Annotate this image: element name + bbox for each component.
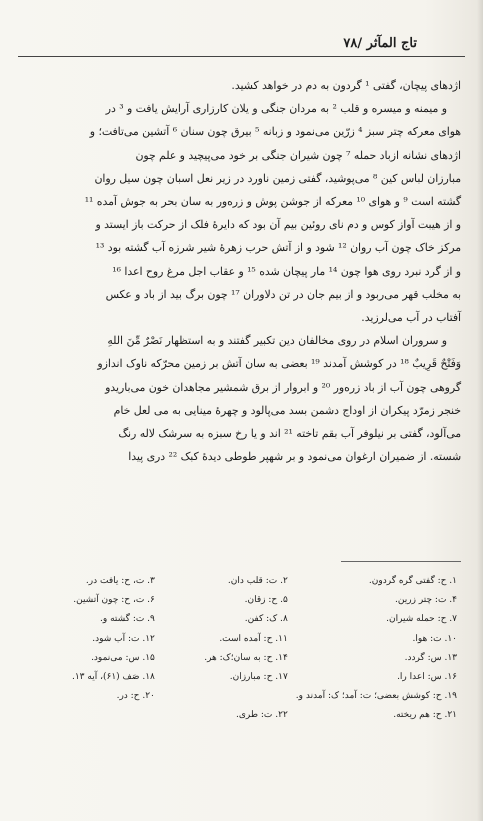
- footnote: ۱۷. ح: مبارزان.: [229, 672, 288, 683]
- page-header: [18, 34, 465, 60]
- text-line: و میمنه و میسره و قلب ² به مردان جنگی و یلان کارزاری آرایش یافت و ³ در: [105, 102, 447, 116]
- footnote: ۲۰. ح: در.: [116, 691, 155, 702]
- footnote: ۹. ت: گشته و.: [100, 614, 155, 625]
- footnote: ۱. ح: گفتی گره گردون.: [368, 576, 457, 586]
- text-line: اژدهای پیچان، گفتی ¹ گردون به دم در خواهد کشید.: [231, 79, 461, 92]
- text-line: هوای معرکه چتر سبز ⁴ زرّین می‌نمود و زبانه ⁵ بیرق چون سنان ⁶ آتشین می‌تافت؛ و: [89, 125, 461, 139]
- text-line: و از گرد نبرد روی هوا چون ¹⁴ مار پیچان شده ¹⁵ و عقاب اجل مرغ روح اعدا ¹⁶: [112, 264, 461, 278]
- footnote: [163, 687, 288, 706]
- footnote: ۲۲. ت: طری.: [235, 710, 288, 721]
- text-line: خنجر زمرّد پیکران از اوداج دشمن بسد می‌پالود و چهرهٔ مینایی به می لعل خام: [113, 403, 461, 417]
- main-text: [22, 74, 461, 468]
- text-line: وَفَتْحٌ قَرِيبٌ ¹⁸ در کوشش آمدند ¹⁹ بعضی به سان آتش بر زمین محرّکه ناوک اندازو: [97, 357, 461, 371]
- footnote: ۶. ت، ح: چون آتشین.: [73, 595, 155, 606]
- footnote: ۱۶. س: اعدا را.: [397, 672, 457, 683]
- text-line: به مخلب قهر می‌ربود و از بیم جان در تن دلاوران ¹⁷ چون برگ بید از باد و عکس: [105, 287, 461, 301]
- footnote: ۴. ت: چتر زرین.: [395, 595, 457, 606]
- footnote: ۱۳. س: گردد.: [404, 652, 457, 663]
- footnote: ۵. ح: زقان.: [244, 595, 288, 606]
- footnote: ۱۹. ح: کوشش بعضی؛ ت: آمد؛ ک: آمدند و.: [295, 691, 457, 702]
- footnote: ۲. ت: قلب دان.: [227, 576, 288, 586]
- header-rule: [18, 56, 465, 57]
- footnote: ۱۰. ت: هوا.: [412, 633, 457, 644]
- text-line: مبارزان لباس کین ⁸ می‌پوشید، گفتی زمین ناورد در زیر نعل اسبان چون سیل روان: [94, 171, 461, 185]
- text-line: شسته. از ضمیران ارغوان می‌نمود و بر شهپر طوطی دیدهٔ کبک ²² دری پیدا: [128, 450, 461, 464]
- footnote: ۳. ت، ح: یافت در.: [85, 576, 155, 586]
- text-line: اژدهای نشانه ازباد حمله ⁷ چون شیران جنگی بر خود می‌پیچید و علم چون: [135, 148, 461, 162]
- footnote: ۱۱. ح: آمده است.: [219, 633, 288, 644]
- page-spine-shadow: [477, 0, 483, 821]
- text-line: و از هیبت آواز کوس و دم نای روئین بیم آن بود که دایرهٔ فلک از حرکت باز ایستد و: [95, 218, 461, 232]
- footnote: ۱۴. ح: به سان؛ک: هر.: [204, 652, 288, 663]
- running-head: تاج المآثر /۷۸: [343, 36, 417, 51]
- text-line: آفتاب در آب می‌لرزید.: [361, 311, 461, 325]
- text-line: گشته است ⁹ و هوای ¹⁰ معرکه از جوشن پوش و زره‌ور به سان بحر به جوش آمده ¹¹: [84, 195, 461, 209]
- footnote: ۱۵. س: می‌نمود.: [91, 652, 155, 663]
- footnote: ۱۸. صَف (۶۱)، آیه ۱۳.: [71, 672, 155, 683]
- footnotes: [30, 572, 457, 726]
- text-line: گروهی چون آب از باد زره‌ور ²⁰ و ابروار از برق شمشیر مجاهدان خون می‌باریدو: [105, 380, 461, 394]
- footnote: [30, 706, 155, 725]
- text-line: می‌آلود، گفتی بر نیلوفر آب بقم تاخته ²¹ اند و یا رخ سبزه به سرشک لاله رنگ: [118, 427, 461, 441]
- footnote: ۱۲. ت: آب شود.: [92, 633, 155, 644]
- text-line: مرکز خاک چون آب روان ¹² شود و از آتش حرب زهرهٔ شیر شرزه آب گشته بود ¹³: [95, 241, 461, 255]
- text-line: و سروران اسلام در روی مخالفان دین تکبیر گفتند و به استظهار نَصْرٌ مِّنَ اللهِ: [107, 334, 447, 348]
- footnote-rule: [341, 561, 461, 562]
- footnote: ۷. ح: حمله شیران.: [386, 614, 457, 625]
- footnote: ۸. ک: کفن.: [244, 614, 288, 625]
- footnote: ۲۱. ح: هم ریخته.: [393, 710, 457, 721]
